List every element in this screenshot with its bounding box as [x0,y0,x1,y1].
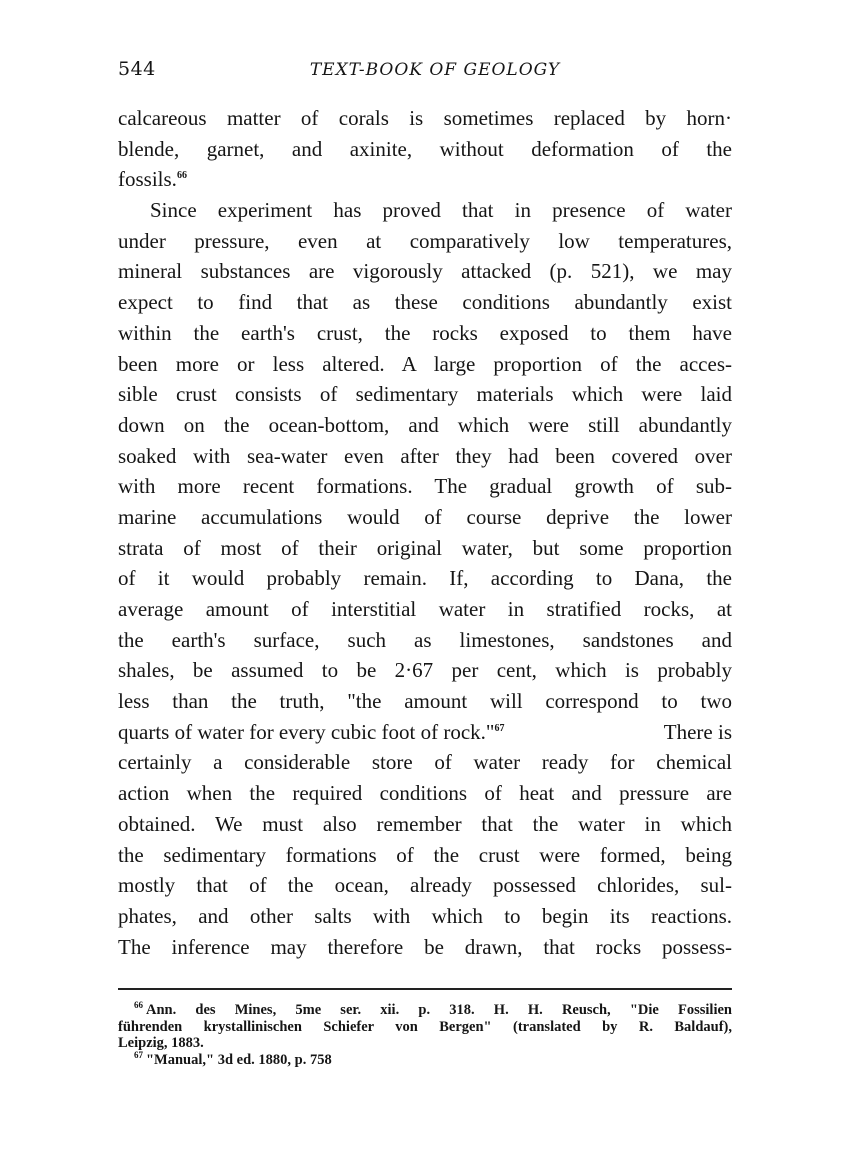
text-fragment: There is [663,719,732,744]
text-line: mineral substances are vigorously attacked (p. 521), we may [118,259,732,284]
text-line: obtained. We must also remember that the water in which [118,811,732,836]
text-line: marine accumulations would of course deprive the lower [118,504,732,529]
text-line: average amount of interstitial water in stratified rocks, at [118,597,732,621]
text-line: sible crust consists of sedimentary materials which were laid [118,382,732,407]
text-line: action when the required conditions of heat and pressure are [118,781,732,806]
text-fragment: quarts of water for every cubic foot of rock." [118,719,495,744]
footnote-mark-66: 66 [134,1000,143,1011]
text-line: certainly a considerable store of water ready for chemical [118,750,732,775]
text-fragment [118,717,505,748]
page-header [118,58,732,88]
footnote-ref-67: 67 [494,722,505,734]
text-line: with more recent formations. The gradual growth of sub- [118,474,732,499]
page-number: 544 [118,58,156,80]
text-line: calcareous matter of corals is sometimes replaced by horn· [118,106,732,130]
text-line: the sedimentary formations of the crust were formed, being [118,842,732,867]
text-line: the earth's surface, such as limestones, sandstones and [118,627,732,652]
text-line: expect to find that as these conditions abundantly exist [118,290,732,315]
footnotes [118,1002,732,1068]
text-line: phates, and other salts with which to begin its reactions. [118,903,732,928]
text-line: soaked with sea-water even after they had been covered over [118,443,732,468]
text-line: mostly that of the ocean, already possessed chlorides, sul- [118,873,732,898]
running-title: TEXT-BOOK OF GEOLOGY [309,60,561,80]
text-line [118,164,732,195]
text-line: Since experiment has proved that in presence of water [150,198,732,223]
footnote-text: Ann. des Mines, 5me ser. xii. p. 318. H. H. Reusch, "Die Fossilien [146,1002,732,1018]
text-line: been more or less altered. A large proportion of the acces- [118,351,732,376]
footnote-mark-67: 67 [134,1049,143,1060]
footnote-66 [118,1002,732,1019]
text-line: under pressure, even at comparatively low temperatures, [118,228,732,253]
text-line [118,717,732,748]
footnote-67 [118,1049,732,1069]
text-line: shales, be assumed to be 2·67 per cent, which is probably [118,658,732,683]
footnote-divider [118,988,732,990]
text-line: The inference may therefore be drawn, that rocks possess- [118,934,732,959]
text-line: blende, garnet, and axinite, without deformation of the [118,136,732,161]
footnote-66-cont: führenden krystallinischen Schiefer von Bergen" (translated by R. Baldauf), [118,1018,732,1035]
text-line: less than the truth, "the amount will correspond to two [118,689,732,714]
text-line: strata of most of their original water, but some proportion [118,535,732,560]
footnote-66-cont: Leipzig, 1883. [118,1035,204,1051]
footnote-text: "Manual," 3d ed. 1880, p. 758 [146,1051,332,1068]
text-line: within the earth's crust, the rocks exposed to them have [118,320,732,345]
text-fragment: fossils. [118,167,177,192]
footnote-ref-66: 66 [176,170,187,182]
body-text [118,103,732,962]
text-line: of it would probably remain. If, according to Dana, the [118,566,732,591]
text-line: down on the ocean-bottom, and which were still abundantly [118,412,732,437]
